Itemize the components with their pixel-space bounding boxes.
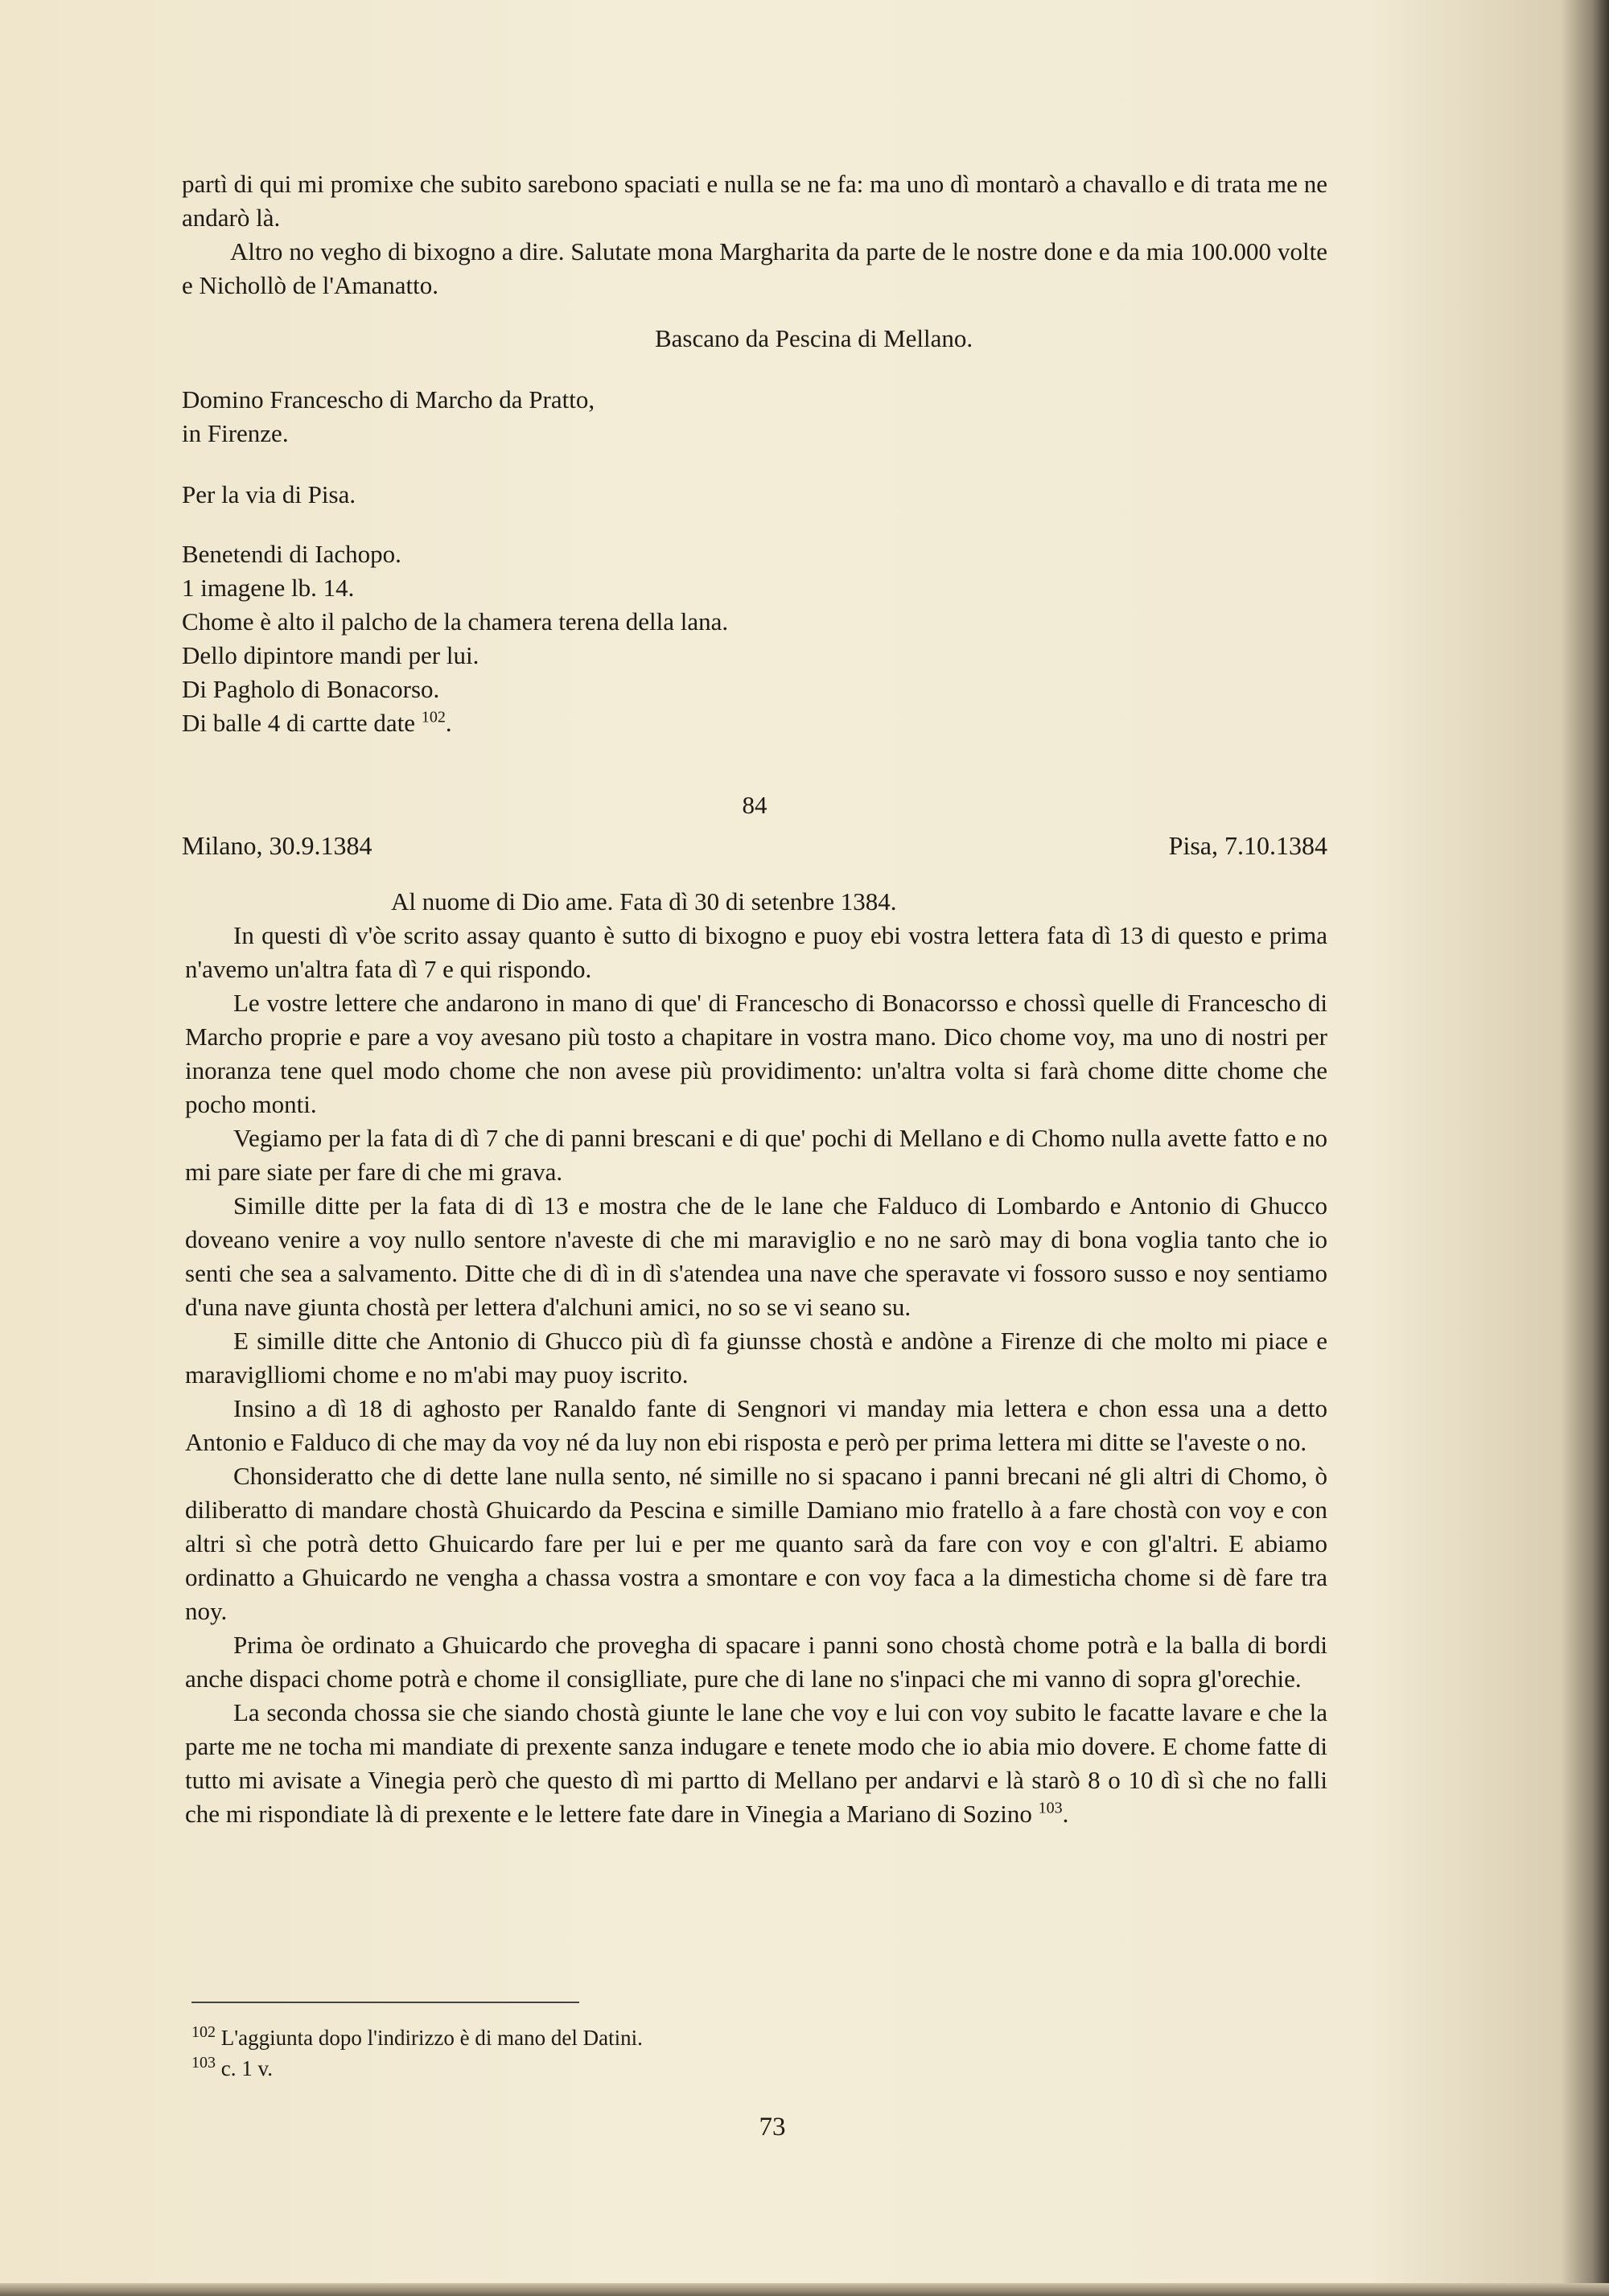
- note-line-last: [182, 706, 1327, 740]
- footnote-text: L'aggiunta dopo l'indirizzo è di mano del Datini.: [220, 2026, 643, 2050]
- letter-paragraph: Prima òe ordinato a Ghuicardo che provegha di spacare i panni sono chostà chome potrà e la balla di bordi anche dispaci chome potrà e chome il consiglliate, pure che di lane no s'inpaci che mi vanno di sopra gl'orechie.: [185, 1631, 1327, 1693]
- letter-paragraph-last: [185, 1696, 1327, 1831]
- letter-top-paragraph: partì di qui mi promixe che subito sarebono spaciati e nulla se ne fa: ma uno dì montarò a chavallo e di trata me ne andarò là.: [182, 170, 1327, 232]
- footnote-number: 103: [191, 2054, 216, 2072]
- page-number: 73: [759, 2113, 786, 2142]
- paragraph-end: .: [1062, 1800, 1069, 1828]
- note-text: Di balle 4 di cartte date: [182, 709, 416, 737]
- letter-paragraph: Insino a dì 18 di aghosto per Ranaldo fante di Sengnori vi manday mia lettera e chon essa una a detto Antonio e Falduco di che may da voy né da luy non ebi risposta e però per prima lettera mi ditte se l'aveste o no.: [185, 1394, 1327, 1456]
- footnote-ref: 103: [1038, 1799, 1063, 1817]
- footnote-ref: 102: [421, 708, 446, 726]
- footnote: [191, 2022, 643, 2053]
- note-line: 1 imagene lb. 14.: [182, 574, 355, 602]
- letter-84-body: [185, 885, 1327, 1831]
- invocation: Al nuome di Dio ame. Fata dì 30 di setenbre 1384.: [391, 887, 897, 916]
- note-end: .: [445, 709, 452, 737]
- footnotes: [191, 2022, 643, 2084]
- letter-top: [182, 167, 1327, 740]
- letter-origin: Milano, 30.9.1384: [182, 831, 372, 860]
- letter-top-paragraph: Altro no vegho di bixogno a dire. Salutate mona Margharita da parte de le nostre done e da mia 100.000 volte e Nichollò de l'Amanatto.: [182, 237, 1327, 299]
- letter-paragraph: Le vostre lettere che andarono in mano di que' di Francescho di Bonacorsso e chossì quelle di Francescho di Marcho proprie e pare a voy avesano più tosto a chapitare in vostra mano. Dico chome voy, ma uno di nostri per inoranza tene quel modo chome che non avese più providimento: un'altra volta si farà chome ditte chome che pocho monti.: [185, 989, 1327, 1118]
- letter-paragraph: Vegiamo per la fata di dì 7 che di panni brescani e di que' pochi di Mellano e di Chomo nulla avette fatto e no mi pare siate per fare di che mi grava.: [185, 1124, 1327, 1186]
- footnote-number: 102: [191, 2023, 216, 2041]
- letter-paragraph: E simille ditte che Antonio di Ghucco più dì fa giunsse chostà e andòne a Firenze di che molto mi piace e maraviglliomi chome e no m'abi may puoy iscrito.: [185, 1327, 1327, 1389]
- letter-number: 84: [742, 791, 767, 819]
- note-line: Chome è alto il palcho de la chamera terena della lana.: [182, 607, 729, 636]
- letter-places-dates: [182, 829, 1327, 862]
- footnote: [191, 2053, 643, 2084]
- note-line: Benetendi di Iachopo.: [182, 540, 401, 568]
- via-line: Per la via di Pisa.: [182, 480, 356, 508]
- footnote-text: c. 1 v.: [220, 2056, 273, 2080]
- address-line: Domino Francescho di Marcho da Pratto,: [182, 385, 595, 414]
- signature: Bascano da Pescina di Mellano.: [655, 324, 973, 352]
- letter-paragraph: Simille ditte per la fata di dì 13 e mostra che de le lane che Falduco di Lombardo e Antonio di Ghucco doveano venire a voy nullo sentore n'aveste di che mi maraviglio e no ne sarò may di bona voglia tanto che io senti che sea a salvamento. Ditte che di dì in dì s'atendea una nave che speravate vi fossoro susso e noy sentiamo d'una nave giunta chostà per lettera d'alchuni amici, no so se vi seano su.: [185, 1191, 1327, 1321]
- note-line: Di Pagholo di Bonacorso.: [182, 675, 440, 703]
- note-line: Dello dipintore mandi per lui.: [182, 641, 479, 669]
- letter-84-header: [182, 788, 1327, 862]
- page-bottom-edge: [0, 2283, 1609, 2296]
- paragraph-text: La seconda chossa sie che siando chostà giunte le lane che voy e lui con voy subito le facatte lavare e che la parte me ne tocha mi mandiate di prexente sanza indugare e tenete modo che io abia mio dovere. E chome fatte di tutto mi avisate a Vinegia però che questo dì mi partto di Mellano per andarvi e là starò 8 o 10 dì sì che no falli che mi rispondiate là di prexente e le lettere fate dare in Vinegia a Mariano di Sozino: [185, 1698, 1327, 1828]
- footnote-divider: [191, 2002, 579, 2003]
- address-line: in Firenze.: [182, 419, 289, 447]
- letter-destination: Pisa, 7.10.1384: [1168, 831, 1327, 860]
- letter-paragraph: In questi dì v'òe scrito assay quanto è sutto di bixogno e puoy ebi vostra lettera fata dì 13 di questo e prima n'avemo un'altra fata dì 7 e qui rispondo.: [185, 921, 1327, 983]
- letter-paragraph: Chonsideratto che di dette lane nulla sento, né simille no si spacano i panni brecani né gli altri di Chomo, ò diliberatto di mandare chostà Ghuicardo da Pescina e simille Damiano mio fratello à a fare chostà con voy e con altri sì che potrà detto Ghuicardo fare per lui e per me quanto sarà da fare con voy e con gl'altri. E abiamo ordinatto a Ghuicardo ne vengha a chassa vostra a smontare e con voy faca a la dimesticha chome si dè fare tra noy.: [185, 1462, 1327, 1625]
